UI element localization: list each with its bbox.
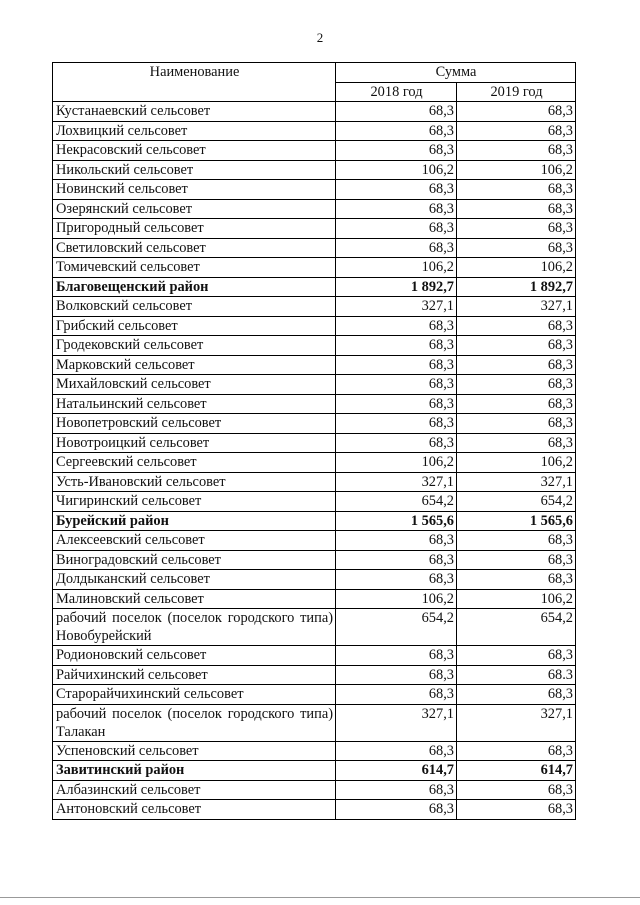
amount-2018: 68,3 [336,531,457,551]
amount-2018: 106,2 [336,258,457,278]
district-row [53,277,576,297]
amount-2019: 327,1 [457,297,576,317]
amount-2018: 68,3 [336,550,457,570]
table-row [53,531,576,551]
amount-2019: 106,2 [457,258,576,278]
amount-2018: 1 565,6 [336,511,457,531]
amount-2019: 327,1 [457,472,576,492]
amount-2018: 106,2 [336,589,457,609]
amount-2019: 106,2 [457,453,576,473]
settlement-name: Райчихинский сельсовет [53,665,336,685]
settlement-name: Светиловский сельсовет [53,238,336,258]
settlement-name: Виноградовский сельсовет [53,550,336,570]
header-name: Наименование [53,63,336,102]
amount-2019: 68,3 [457,336,576,356]
amount-2019: 68,3 [457,199,576,219]
amount-2018: 654,2 [336,492,457,512]
table-row [53,685,576,705]
amount-2018: 68,3 [336,199,457,219]
amount-2019: 68.3 [457,665,576,685]
amount-2019: 68,3 [457,121,576,141]
amount-2018: 68,3 [336,800,457,820]
amount-2019: 68,3 [457,141,576,161]
settlement-name: Новопетровский сельсовет [53,414,336,434]
amount-2019: 68,3 [457,685,576,705]
amount-2018: 68,3 [336,238,457,258]
table-body [53,102,576,820]
table-row [53,665,576,685]
settlement-name: Михайловский сельсовет [53,375,336,395]
table-row [53,121,576,141]
settlement-name: Алексеевский сельсовет [53,531,336,551]
amount-2019: 654,2 [457,609,576,646]
settlement-name: Лохвицкий сельсовет [53,121,336,141]
settlement-name: Сергеевский сельсовет [53,453,336,473]
settlement-name: Кустанаевский сельсовет [53,102,336,122]
amount-2018: 614,7 [336,761,457,781]
amount-2018: 68,3 [336,741,457,761]
amount-2019: 68,3 [457,180,576,200]
amount-2018: 68,3 [336,355,457,375]
header-year-2019: 2019 год [457,82,576,102]
table-row [53,180,576,200]
table-row [53,570,576,590]
settlement-name: Чигиринский сельсовет [53,492,336,512]
table-row [53,336,576,356]
settlement-name: Некрасовский сельсовет [53,141,336,161]
table-row [53,219,576,239]
settlement-name: Усть-Ивановский сельсовет [53,472,336,492]
table-row [53,297,576,317]
amount-2018: 327,1 [336,472,457,492]
amount-2019: 68,3 [457,219,576,239]
amount-2019: 1 565,6 [457,511,576,531]
amount-2019: 68,3 [457,414,576,434]
settlement-name: Марковский сельсовет [53,355,336,375]
amount-2018: 68,3 [336,665,457,685]
amount-2019: 68,3 [457,102,576,122]
table-row [53,780,576,800]
amount-2018: 68,3 [336,180,457,200]
settlement-name: Новинский сельсовет [53,180,336,200]
settlement-name: Старорайчихинский сельсовет [53,685,336,705]
table-row [53,160,576,180]
amount-2019: 327,1 [457,704,576,741]
amount-2018: 68,3 [336,219,457,239]
amount-2019: 68,3 [457,375,576,395]
table-row [53,453,576,473]
district-name: Завитинский район [53,761,336,781]
amount-2019: 68,3 [457,550,576,570]
amount-2018: 68,3 [336,685,457,705]
settlement-name: Новотроицкий сельсовет [53,433,336,453]
amount-2018: 68,3 [336,375,457,395]
table-row [53,199,576,219]
settlement-name: Долдыканский сельсовет [53,570,336,590]
amount-2018: 1 892,7 [336,277,457,297]
amount-2018: 327,1 [336,704,457,741]
table-row [53,704,576,741]
header-sum: Сумма [336,63,576,83]
amount-2019: 68,3 [457,741,576,761]
district-name: Благовещенский район [53,277,336,297]
amount-2019: 654,2 [457,492,576,512]
district-row [53,511,576,531]
amount-2019: 68,3 [457,531,576,551]
budget-table [52,62,576,820]
table-row [53,394,576,414]
amount-2018: 327,1 [336,297,457,317]
amount-2019: 614,7 [457,761,576,781]
amount-2018: 68,3 [336,646,457,666]
district-row [53,761,576,781]
table-row [53,433,576,453]
table-row [53,800,576,820]
settlement-name: Натальинский сельсовет [53,394,336,414]
district-name: Бурейский район [53,511,336,531]
amount-2018: 106,2 [336,160,457,180]
settlement-name: рабочий поселок (поселок городского типа) Новобурейский [53,609,336,646]
amount-2019: 68,3 [457,316,576,336]
amount-2019: 68,3 [457,646,576,666]
table-row [53,550,576,570]
table-row [53,258,576,278]
settlement-name: Пригородный сельсовет [53,219,336,239]
amount-2018: 68,3 [336,121,457,141]
settlement-name: рабочий поселок (поселок городского типа) Талакан [53,704,336,741]
settlement-name: Грибский сельсовет [53,316,336,336]
amount-2018: 68,3 [336,394,457,414]
amount-2018: 68,3 [336,102,457,122]
settlement-name: Антоновский сельсовет [53,800,336,820]
scan-edge-line [0,897,640,898]
amount-2019: 1 892,7 [457,277,576,297]
amount-2018: 68,3 [336,141,457,161]
table-row [53,741,576,761]
table-row [53,414,576,434]
amount-2018: 68,3 [336,414,457,434]
amount-2018: 68,3 [336,433,457,453]
table-row [53,589,576,609]
table-row [53,316,576,336]
amount-2018: 68,3 [336,316,457,336]
amount-2018: 68,3 [336,570,457,590]
amount-2018: 68,3 [336,336,457,356]
amount-2019: 68,3 [457,800,576,820]
settlement-name: Волковский сельсовет [53,297,336,317]
table-row [53,609,576,646]
amount-2019: 68,3 [457,238,576,258]
settlement-name: Озерянский сельсовет [53,199,336,219]
amount-2019: 106,2 [457,589,576,609]
amount-2018: 68,3 [336,780,457,800]
header-year-2018: 2018 год [336,82,457,102]
settlement-name: Малиновский сельсовет [53,589,336,609]
amount-2019: 68,3 [457,355,576,375]
table-row [53,355,576,375]
table-row [53,102,576,122]
settlement-name: Успеновский сельсовет [53,741,336,761]
amount-2019: 68,3 [457,433,576,453]
table-row [53,472,576,492]
table-row [53,492,576,512]
page-number: 2 [316,30,324,45]
settlement-name: Гродековский сельсовет [53,336,336,356]
settlement-name: Родионовский сельсовет [53,646,336,666]
amount-2019: 68,3 [457,394,576,414]
settlement-name: Албазинский сельсовет [53,780,336,800]
settlement-name: Томичевский сельсовет [53,258,336,278]
amount-2018: 654,2 [336,609,457,646]
table-row [53,238,576,258]
amount-2019: 68,3 [457,570,576,590]
amount-2019: 106,2 [457,160,576,180]
table-row [53,141,576,161]
settlement-name: Никольский сельсовет [53,160,336,180]
table-row [53,375,576,395]
table-row [53,646,576,666]
amount-2019: 68,3 [457,780,576,800]
amount-2018: 106,2 [336,453,457,473]
